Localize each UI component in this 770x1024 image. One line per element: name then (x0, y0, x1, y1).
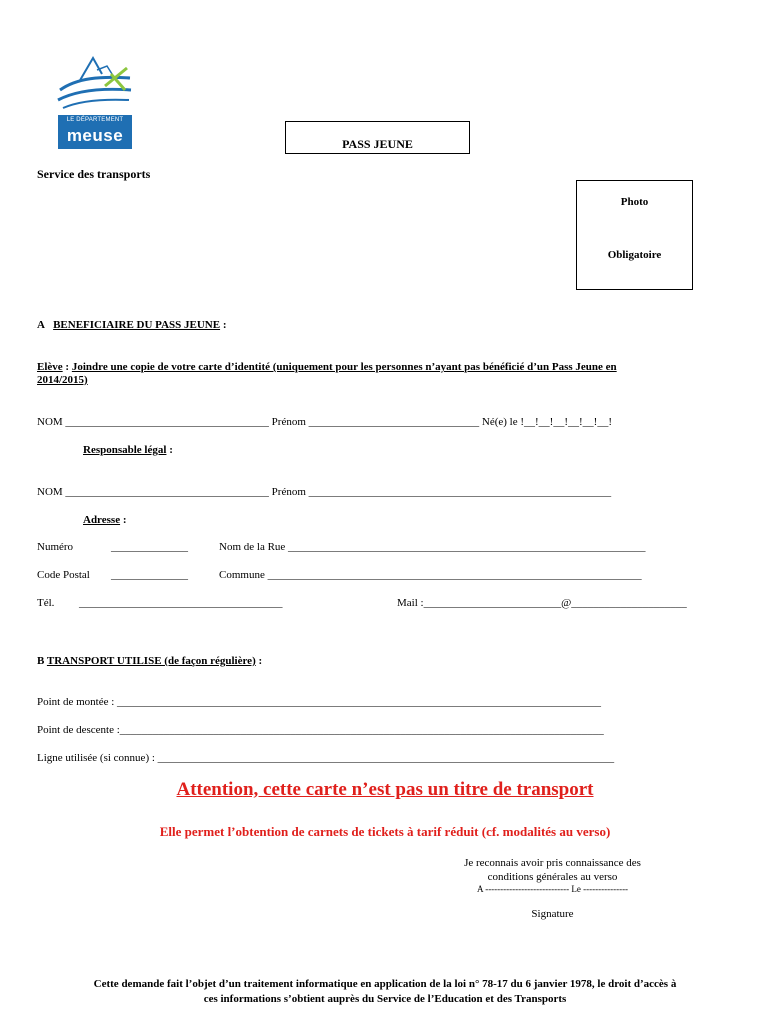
section-b-title: TRANSPORT UTILISE (de façon régulière) (46, 655, 256, 667)
eleve-text-line2: 2014/2015) (37, 374, 88, 386)
footer-line1: Cette demande fait l’objet d’un traitement informatique en application de la loi n° 78-17 du 6 janvier 1978, le droit d’accès à (93, 978, 677, 990)
eleve-instruction (37, 361, 617, 373)
signature-label[interactable]: Signature (531, 908, 574, 920)
mail-field[interactable]: Mail :_________________________@_____________________ (397, 597, 687, 609)
rue-field[interactable]: Nom de la Rue _________________________________________________________________ (219, 541, 646, 553)
code-postal-field[interactable]: ______________ (111, 569, 188, 581)
tel-label: Tél. (37, 597, 55, 609)
code-postal-label: Code Postal (37, 569, 90, 581)
service-label: Service des transports (37, 167, 151, 181)
photo-required-label: Obligatoire (607, 249, 662, 261)
title-box (285, 121, 470, 154)
adresse-heading (83, 514, 127, 526)
logo-name: meuse (66, 126, 124, 145)
footer-line2: ces informations s’obtient auprès du Service de l’Education et des Transports (203, 993, 567, 1005)
subwarning-text: Elle permet l’obtention de carnets de tickets à tarif réduit (cf. modalités au verso) (159, 824, 611, 839)
section-b-colon: : (255, 655, 263, 667)
numero-field[interactable]: ______________ (111, 541, 188, 553)
eleve-label: Elève (37, 361, 63, 373)
section-b-heading (37, 655, 262, 667)
photo-label: Photo (620, 196, 649, 208)
responsable-nom-field[interactable]: NOM _____________________________________ Prénom _______________________________________________________ (37, 486, 612, 498)
meuse-landscape-icon (55, 52, 135, 114)
warning-text: Attention, cette carte n’est pas un titre de transport (176, 779, 594, 800)
section-b-letter: B (37, 655, 45, 667)
logo-banner (58, 115, 132, 149)
adresse-colon: : (120, 514, 127, 526)
point-montee-field[interactable]: Point de montée : ________________________________________________________________________________________ (37, 696, 602, 708)
responsable-heading (83, 444, 173, 456)
point-descente-field[interactable]: Point de descente :________________________________________________________________________________________ (37, 724, 604, 736)
section-a-colon: : (220, 319, 227, 331)
adresse-label: Adresse (83, 514, 121, 526)
footer-notice (20, 977, 750, 1007)
signature-ack-line2: conditions générales au verso (487, 871, 618, 883)
eleve-sep: : (62, 361, 72, 373)
numero-label: Numéro (37, 541, 74, 553)
commune-field[interactable]: Commune ____________________________________________________________________ (219, 569, 642, 581)
department-logo (55, 52, 135, 150)
section-a-title: BENEFICIAIRE DU PASS JEUNE (53, 319, 221, 331)
tel-field[interactable]: _____________________________________ (79, 597, 283, 609)
section-a-heading (37, 319, 226, 331)
logo-small-text: LE DÉPARTEMENT (66, 117, 124, 123)
responsable-colon: : (166, 444, 173, 456)
eleve-nom-field[interactable]: NOM _____________________________________ Prénom _______________________________ Né(e) le !__!__!__!__!__!__! (37, 416, 613, 428)
form-title: PASS JEUNE (342, 137, 413, 151)
ligne-utilisee-field[interactable]: Ligne utilisée (si connue) : ___________________________________________________________________________________ (37, 752, 615, 764)
responsable-label: Responsable légal (83, 444, 167, 456)
photo-box[interactable] (576, 180, 693, 290)
signature-place-date[interactable]: A ---------------------------- Le --------------- (476, 884, 629, 894)
eleve-text-line1: Joindre une copie de votre carte d’identité (uniquement pour les personnes n’ayant pas bénéficié d’un Pass Jeune en (71, 361, 617, 373)
signature-ack-line1: Je reconnais avoir pris connaissance des (464, 857, 641, 869)
section-a-letter: A (37, 319, 45, 331)
